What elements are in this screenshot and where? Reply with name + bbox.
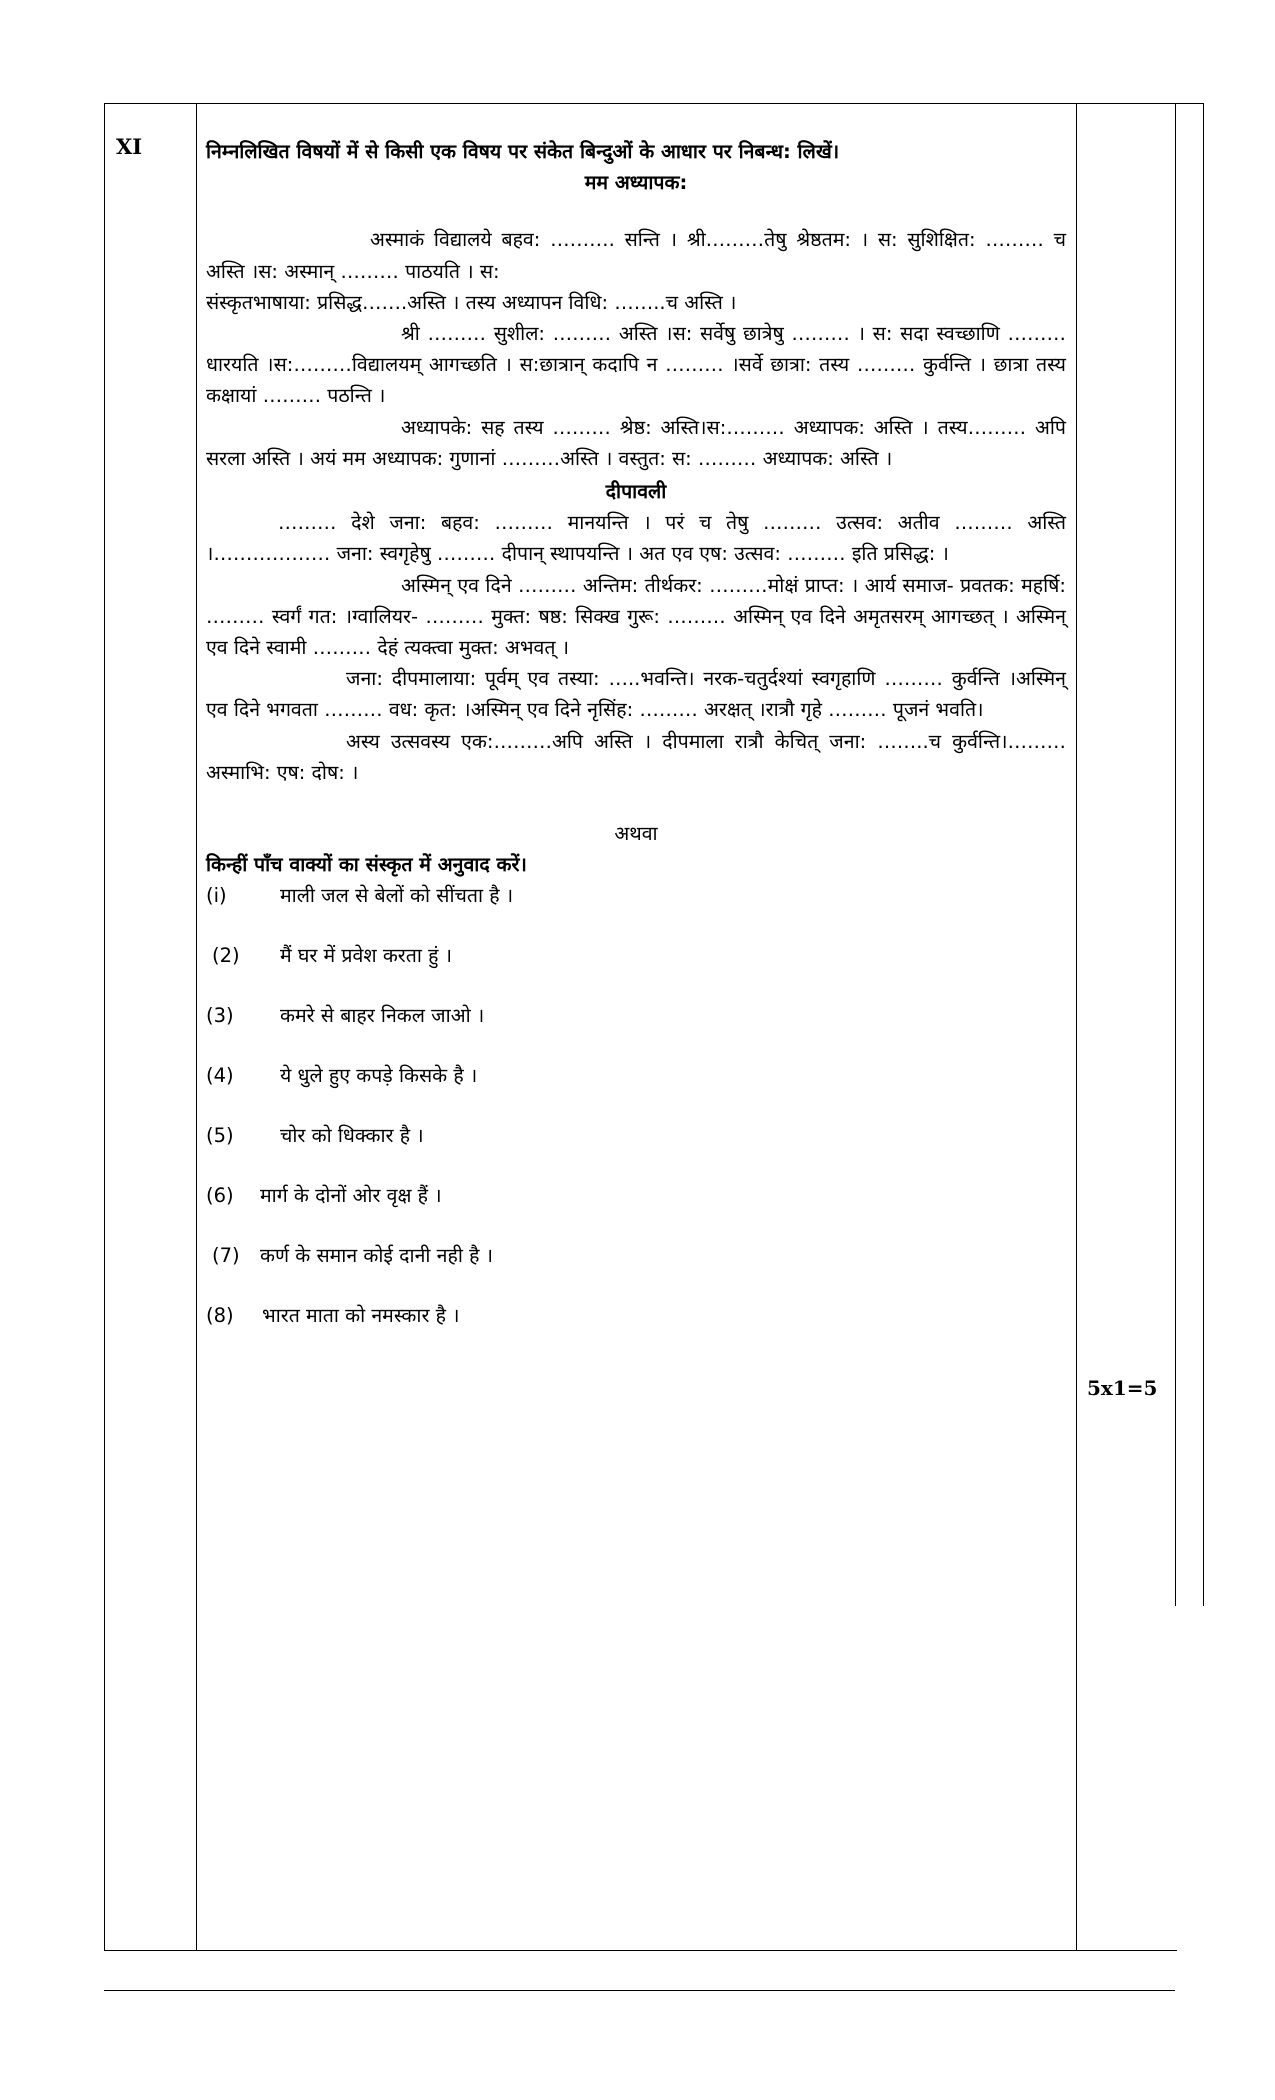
- marks-allocation: 5x1=5: [1087, 1376, 1158, 1400]
- page-footer-rule: [104, 1990, 1175, 1991]
- essay-diwali-paragraph: जना: दीपमालाया: पूर्वम् एव तस्या: …..भवन्ति। नरक-चतुर्दश्यां स्वगृहाणि ……… कुर्वन्ति ।अस्मिन् एव दिने भगवता ……… वध: कृत: ।अस्मिन् एव दिने नृसिंह: ……… अरक्षत् ।रात्रौ गृहे ……… पूजनं भवति।: [206, 667, 1066, 722]
- sentence-text: कमरे से बाहर निकल जाओ ।: [280, 1004, 485, 1028]
- essay-teacher-paragraph: अध्यापके: सह तस्य ……… श्रेष्ठ: अस्ति।स:……… अध्यापक: अस्ति । तस्य……… अपि सरला अस्ति । अयं मम अध्यापक: गुणानां ………अस्ति । वस्तुत: स: ……… अध्यापक: अस्ति ।: [206, 415, 1066, 470]
- or-separator: अथवा: [614, 822, 658, 846]
- sentence-text: कर्ण के समान कोई दानी नही है ।: [260, 1244, 494, 1268]
- essay-title-diwali: दीपावली: [605, 480, 667, 504]
- essay-title-teacher: मम अध्यापक:: [584, 171, 688, 195]
- sentence-text: मार्ग के दोनों ओर वृक्ष हैं ।: [260, 1184, 442, 1208]
- column-divider-marks: [1076, 103, 1077, 1951]
- question-number: XI: [116, 134, 143, 159]
- translation-heading: किन्हीं पाँच वाक्यों का संस्कृत में अनुवाद करें।: [206, 853, 527, 877]
- sentence-number: (7): [212, 1244, 240, 1268]
- sentence-number: (2): [212, 944, 240, 968]
- question-instruction: निम्नलिखित विषयों में से किसी एक विषय पर संकेत बिन्दुओं के आधार पर निबन्ध: लिखें।: [206, 140, 840, 163]
- translation-sentence: [206, 1240, 1066, 1270]
- translation-sentence: [206, 1120, 1066, 1150]
- sentence-number: (i): [206, 884, 227, 908]
- sentence-number: (4): [206, 1064, 234, 1088]
- essay-diwali-paragraph: अस्य उत्सवस्य एक:………अपि अस्ति । दीपमाला रात्रौ केचित् जना: ……..च कुर्वन्ति।………अस्माभि: एष: दोष: ।: [206, 729, 1066, 784]
- essay-teacher-paragraph: संस्कृतभाषाया: प्रसिद्ध…….अस्ति । तस्य अध्यापन विधि: ……..च अस्ति ।: [206, 290, 737, 314]
- sentence-text: ये धुले हुए कपड़े किसके है ।: [280, 1064, 478, 1088]
- translation-sentence: [206, 1300, 1066, 1330]
- translation-sentence: [206, 1060, 1066, 1090]
- essay-teacher-paragraph: अस्माकं विद्यालये बहव: ………. सन्ति । श्री………तेषु श्रेष्ठतम: । स: सुशिक्षित: ……… च अस्ति ।स: अस्मान् ……… पाठयति । स:: [206, 228, 1066, 283]
- essay-teacher-body: [206, 224, 1066, 474]
- essay-diwali-paragraph: अस्मिन् एव दिने ……… अन्तिम: तीर्थकर: ………मोक्षं प्राप्त: । आर्य समाज- प्रवतक: महर्षि: ……… स्वर्गं गत: ।ग्वालियर- ……… मुक्त: षष्ठ: सिक्ख गुरू: ……… अस्मिन् एव दिने अमृतसरम् आगच्छत् । अस्मिन् एव दिने स्वामी ……… देहं त्यक्त्वा मुक्त: अभवत् ।: [206, 573, 1066, 660]
- sentence-number: (8): [206, 1304, 234, 1328]
- question-content: [206, 136, 1066, 1330]
- sentence-text: भारत माता को नमस्कार है ।: [262, 1304, 460, 1328]
- translation-sentence: [206, 940, 1066, 970]
- essay-diwali-paragraph: ……… देशे जना: बहव: ……… मानयन्ति । परं च तेषु ……… उत्सव: अतीव ……… अस्ति ।……………… जना: स्वगृहेषु ……… दीपान् स्थापयन्ति । अत एव एष: उत्सव: ……… इति प्रसिद्ध: ।: [206, 511, 1066, 566]
- sentence-text: माली जल से बेलों को सींचता है ।: [280, 884, 514, 908]
- sentence-number: (5): [206, 1124, 234, 1148]
- sentence-number: (3): [206, 1004, 234, 1028]
- essay-teacher-paragraph: श्री ……… सुशील: ……… अस्ति ।स: सर्वेषु छात्रेषु ……… । स: सदा स्वच्छाणि ……… धारयति ।स:………विद्यालयम् आगच्छति । स:छात्रान् कदापि न ……… ।सर्वे छात्रा: तस्य ……… कुर्वन्ति । छात्रा तस्य कक्षायां ……… पठन्ति ।: [206, 322, 1066, 408]
- translation-sentence-list: [206, 880, 1066, 1330]
- translation-sentence: [206, 1180, 1066, 1210]
- column-divider-right: [1175, 103, 1176, 1606]
- translation-sentence: [206, 880, 1066, 910]
- translation-sentence: [206, 1000, 1066, 1030]
- sentence-text: मैं घर में प्रवेश करता हुं ।: [280, 944, 453, 968]
- essay-diwali-body: [206, 507, 1066, 788]
- sentence-text: चोर को धिक्कार है ।: [280, 1124, 424, 1148]
- column-divider-left: [196, 103, 197, 1951]
- sentence-number: (6): [206, 1184, 234, 1208]
- frame-gap: [1177, 1606, 1207, 1952]
